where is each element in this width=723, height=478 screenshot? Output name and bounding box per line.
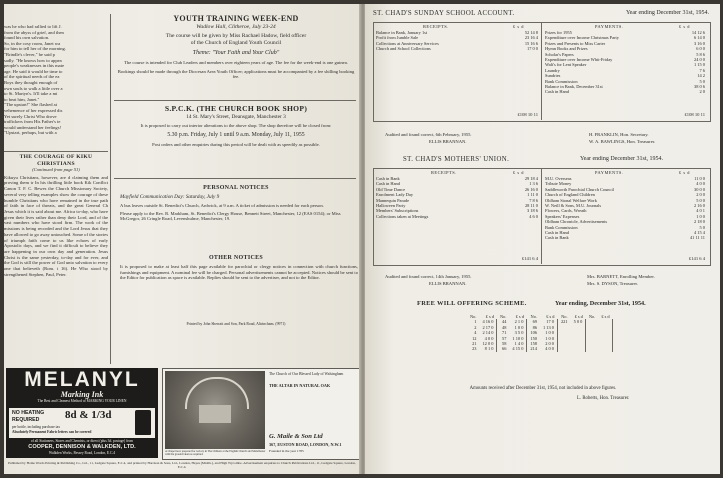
melanyl-ad <box>6 368 158 458</box>
fwo-cell: 3 5 0 <box>509 330 526 335</box>
fwo-cell: 4 16 0 <box>479 319 496 324</box>
church-ad-founded: Founded in the year 1785 <box>269 449 304 453</box>
account-item: Flowers, Cards, Wreath <box>545 208 587 214</box>
account-amount: 6 14 0 <box>694 35 705 41</box>
personal-notices <box>114 184 358 254</box>
mu-receipts-table <box>375 176 539 219</box>
story-line: was he who had rallied to lift J. <box>4 24 62 29</box>
other-title: OTHER NOTICES <box>208 255 264 261</box>
account-amount: 14 12 6 <box>691 30 705 35</box>
fwo-sign: L. Roberts, Hon. Treasurer. <box>577 396 630 401</box>
story-line: for him to tell her of the morning. <box>4 46 67 52</box>
personal-para1: A bus leaves outside St. Benedict's Church, Ardwick, at 9 a.m. A ticket of admission is needed for each person. <box>120 203 324 208</box>
mu-payments-table <box>544 176 706 241</box>
account-item: Hymn Books and Prizes <box>545 46 588 52</box>
ss-payments-currency: £ s d <box>679 24 690 29</box>
account-row <box>375 46 539 51</box>
melanyl-address: Walkden Works, Bessey Road, London, E.C.4 <box>48 451 116 455</box>
account-amount: 1 15 0 <box>694 62 705 68</box>
story-line: "The upstart!" She flashed at <box>4 102 57 108</box>
ss-receipts-head: RECEIPTS. <box>423 24 449 29</box>
ss-receipts-currency: £ s d <box>513 24 524 29</box>
account-amount: 2 18 0 <box>694 219 705 225</box>
story-line: traffickers from His Father's te <box>4 119 61 125</box>
youth-para2: Bookings should be made through the Diocesan Area Youth Officer; applications must be accompanied by a fee shilling booking fee. <box>117 68 355 80</box>
personal-title: PERSONAL NOTICES <box>203 185 269 191</box>
fwo-cell: 8 1 0 <box>479 346 496 351</box>
account-item: Expenditure over Income Christmas Party <box>545 35 619 41</box>
account-amount: 29 18 4 <box>524 176 538 181</box>
fwo-header-cell: No. <box>499 314 507 319</box>
ss-title: ST. CHAD'S SUNDAY SCHOOL ACCOUNT. <box>373 10 515 17</box>
fwo-year: Year ending, December 31st, 1954. <box>555 300 646 307</box>
ss-total-right: £108 10 11 <box>684 112 705 117</box>
story-line: to St. Martyn's. It'll take a mi <box>4 91 58 97</box>
fwo-cell: 1 13 0 <box>540 325 557 330</box>
mu-receipts-currency: £ s d <box>513 170 524 175</box>
fwo-cell <box>571 346 586 351</box>
kikuyu-subtitle: (Continued from page 51) <box>32 167 80 173</box>
account-item: Saddleworth Parochial Church Council <box>545 186 614 192</box>
account-item: Oldham Stonal Welfare Work <box>545 197 597 203</box>
fwo-cell: 1 0 0 <box>540 330 557 335</box>
account-item: Scholar's Papers <box>545 51 574 57</box>
melanyl-brand: MELANYL <box>24 368 140 391</box>
fwo-cell: 66 <box>502 346 507 352</box>
fwo-cell: 4 <box>474 330 477 336</box>
fwo-header-cell: No. <box>588 314 596 319</box>
story-line: So, in the cosy room, Janet wa <box>4 40 61 46</box>
account-amount: 4 0 0 <box>696 181 705 187</box>
account-item: Collections taken at Meetings <box>376 213 429 219</box>
account-amount: 3 16 0 <box>694 40 705 46</box>
account-item: Prizes for 1955 <box>545 30 572 35</box>
account-item: Prizes and Presents to Miss Carter <box>545 40 606 46</box>
fwo-header-cell: £ s d <box>574 314 583 319</box>
account-amount: 5 0 0 <box>696 197 705 203</box>
story-line: sadly. "He knows how to appea <box>4 57 62 63</box>
account-amount: 1 0 0 <box>696 213 705 219</box>
right-page <box>365 4 720 474</box>
account-amount: 2 0 0 <box>696 192 705 198</box>
personal-para2: Please apply to the Rev. R. Markham, St. Benedict's Clergy House, Bennett Street, Manchester, 12 (EAS 0154); or Miss McGregor, 26 Cringle Road, Levenshulme, Manchester, 19. <box>120 210 341 222</box>
fwo-header-cell: £ s d <box>515 314 524 319</box>
fwo-cell: 17 0 <box>540 319 557 324</box>
fwo-cell: 23 <box>472 346 477 352</box>
account-amount: 28 11 0 <box>524 203 538 209</box>
account-row <box>544 235 706 240</box>
fwo-header-cell: £ s d <box>546 314 555 319</box>
youth-para1: The course is intended for Club Leaders and members over eighteen years of age. The fee for the week-end is one guinea. <box>124 60 348 65</box>
fwo-cell: 150 <box>530 335 537 341</box>
youth-theme: Theme: "Your Faith and Your Club" <box>192 50 280 56</box>
spck-address: 14 St. Mary's Street, Deansgate, Manchester 3 <box>186 114 286 120</box>
ss-receipts-table <box>375 30 539 52</box>
fwo-table <box>467 314 613 352</box>
account-amount: 7 6 <box>699 67 705 73</box>
story-line: age. He said it would be time to <box>4 68 63 74</box>
fwo-cell: 1 0 0 <box>540 336 557 341</box>
melanyl-sub: per bottle, including purchase tax <box>12 425 61 429</box>
account-amount: 17 0 0 <box>527 46 538 52</box>
ss-auditor: ELLIS BRANNAN. <box>429 139 467 144</box>
mu-mid-divider <box>541 168 542 264</box>
account-item: W. Neill & Sons, M.U. Journals <box>545 203 602 209</box>
story-line: of the spiritual needs of the ea <box>4 74 60 80</box>
ss-treasurer: W. A. BAWLINGS, Hon. Treasurer. <box>589 139 656 144</box>
fwo-cell: 2 <box>474 324 477 330</box>
story-line: "Upstart, perhaps, but with a <box>4 130 57 136</box>
fwo-cell: 12 <box>472 335 477 341</box>
account-amount: 7 8 6 <box>529 197 538 203</box>
account-amount: 4 0 1 <box>696 208 705 214</box>
fwo-cell: 4 0 0 <box>540 346 557 351</box>
fwo-cell <box>586 346 598 351</box>
fwo-cell: 71 <box>502 330 507 336</box>
account-amount: 1 11 0 <box>527 192 538 198</box>
fwo-cell: 1 0 0 <box>509 325 526 330</box>
youth-place: Wadlow Hall, Clitheroe, July 23-24 <box>196 24 276 30</box>
account-amount: 52 14 8 <box>524 30 538 35</box>
account-item: Tribute Money <box>545 181 572 187</box>
fwo-cell: 12 0 0 <box>479 341 496 346</box>
fwo-cell: 2 1 0 <box>509 319 526 324</box>
fwo-header-cell: No. <box>561 314 568 319</box>
fwo-row <box>467 346 613 351</box>
account-amount: 4 15 4 <box>694 230 705 236</box>
account-item: Church of England Children <box>545 192 595 198</box>
fwo-cell: 21 <box>472 341 477 347</box>
section-divider <box>4 151 108 152</box>
fwo-cell: 1 4 0 <box>509 341 526 346</box>
story-line: people's weaknesses in this mate <box>4 63 65 69</box>
church-ad-firm: G. Maile & Son Ltd <box>269 433 323 440</box>
fwo-cell: 158 <box>530 341 537 347</box>
spck-notice <box>114 104 358 170</box>
account-item: Cash in Hand <box>376 181 400 187</box>
account-amount: 41 11 11 <box>689 235 705 241</box>
melanyl-stock: of all Stationers, Stores and Chemists, or direct (plus 3d. postage) from <box>30 439 134 443</box>
church-ad-heading: THE ALTAR IN NATURAL OAK <box>269 383 331 388</box>
column-divider <box>110 14 111 364</box>
fwo-cell <box>557 346 570 351</box>
left-page <box>4 4 361 474</box>
printer-line: Printed by John Sherratt and Son, Park Road, Altrincham. (9971) <box>186 322 286 326</box>
account-item: Mannequin Parade <box>376 197 410 203</box>
fwo-header-cell: £ s d <box>601 314 610 319</box>
fwo-header-cell: No. <box>470 314 477 319</box>
arch-shape <box>185 377 249 409</box>
fwo-cell: 221 <box>560 319 568 325</box>
account-row <box>544 89 706 94</box>
account-amount: 26 16 0 <box>524 186 538 192</box>
melanyl-panel <box>9 408 155 438</box>
mu-secretary: Mrs. BARNETT, Enrolling Member. <box>587 274 655 279</box>
account-item: Collections at Anniversary Services <box>376 40 439 46</box>
account-item: Old Time Dance <box>376 186 406 192</box>
youth-line1: The course will be given by Miss Rachael Hadow, field officer <box>165 33 307 39</box>
mu-auditor: ELLIS BRANNAN. <box>429 281 467 286</box>
account-item: Sundries <box>545 73 561 79</box>
fwo-cell: 57 <box>502 335 507 341</box>
account-amount: 14 2 <box>697 73 705 79</box>
church-ad-title: The Church of Our Blessed Lady of Walsingham <box>269 372 344 376</box>
story-line: "Brindle's clever," he said p <box>4 51 55 57</box>
account-amount: 15 16 6 <box>524 40 538 46</box>
story-column <box>4 24 108 144</box>
story-line: Yet surely Christ Who drove <box>4 113 57 119</box>
account-item: Enrolment Lady Day <box>376 192 414 198</box>
mu-treasurer: Mrs. S. DYSON, Treasurer. <box>587 281 638 286</box>
account-item: Walt's for Lent Speaker <box>545 62 587 68</box>
fwo-cell: 2 0 0 <box>540 341 557 346</box>
mothers-union-account <box>373 156 713 266</box>
account-item: Halloween Party <box>376 203 406 209</box>
ss-total-left: £108 10 11 <box>517 112 538 117</box>
account-amount: 6 0 0 <box>696 46 705 52</box>
spck-dates: 5.30 p.m. Friday, July 1 until 9 a.m. Monday, July 11, 1955 <box>167 131 305 138</box>
personal-event: Mayfield Communication Day: Saturday, July 9 <box>120 194 220 200</box>
account-amount: 24 0 0 <box>694 57 705 63</box>
mu-total-right: £141 6 4 <box>688 256 705 261</box>
church-ad-caption: A Chapel now prepared for rectory in The Chiltern at the English Church and Manchester with the ground taken as required. <box>165 450 266 457</box>
melanyl-perm: Absolutely Permanent Fabric letters can be covered <box>12 430 92 434</box>
church-photo <box>165 371 265 449</box>
fwo-cell: 86 <box>532 324 537 330</box>
fwo-note: Amounts received after December 31st, 1954, not included in above figures. <box>469 386 617 391</box>
melanyl-tagline: Marking Ink <box>60 390 104 399</box>
account-item: Bank Commission <box>545 78 578 84</box>
fwo-title: FREE WILL OFFERING SCHEME. <box>417 300 527 307</box>
account-amount: 3 18 6 <box>527 208 538 214</box>
story-line: found his own salvation. <box>4 35 50 41</box>
mu-payments-head: PAYMENTS. <box>595 170 624 175</box>
fwo-cell: 48 <box>502 324 507 330</box>
fwo-cell <box>598 346 612 351</box>
account-item: Cash in Bank <box>376 176 400 181</box>
account-item: Oldham Chronicle, Advertisements <box>545 219 608 225</box>
mu-audit: Audited and found correct, 14th January, 1955. <box>385 274 472 279</box>
kikuyu-article <box>4 154 108 364</box>
fwo-cell: 1 <box>474 319 477 325</box>
mu-receipts-head: RECEIPTS. <box>431 170 457 175</box>
ss-audit: Audited and found correct, 6th February, 1955. <box>385 132 472 137</box>
account-item: Cash in Hand <box>545 230 569 236</box>
account-item: Profit from Jumble Sale <box>376 35 419 41</box>
account-amount: 23 16 4 <box>524 35 538 41</box>
fwo-cell: 1 10 0 <box>509 336 526 341</box>
account-amount: 11 0 0 <box>694 176 705 181</box>
account-amount: 2 0 <box>699 89 705 95</box>
fwo-cell: 4 0 0 <box>479 336 496 341</box>
spck-para1: It is proposed to carry out interior alterations to the above shop. The shop therefore will be closed from: <box>140 123 332 128</box>
kikuyu-title: THE COURAGE OF KIKU CHRISTIANS <box>19 154 93 167</box>
account-row <box>375 214 539 219</box>
publisher-footer: Published by Home Words Printing & Publishing Co., Ltd., 11, Ludgate Square, E.C.4, and printed by Harrison & Sons, Ltd., London, Hayes (Middx.), and High Wycombe. Advertisement enquiries to Church Publications Ltd., 11, Ludgate Square, London, E.C.4. <box>8 461 356 469</box>
account-amount: 5 0 <box>699 224 705 230</box>
account-amount: 30 0 0 <box>694 186 705 192</box>
spck-title: S.P.C.K. (THE CHURCH BOOK SHOP) <box>164 104 308 113</box>
church-ad-address: 367, EUSTON ROAD, LONDON, N.W.1 <box>269 442 342 447</box>
mu-year: Year ending December 31st, 1954. <box>579 156 663 162</box>
account-amount: 38 0 6 <box>694 84 705 90</box>
fwo-cell: 4 15 0 <box>509 346 526 351</box>
section-divider <box>114 100 356 101</box>
mu-title: ST. CHAD'S MOTHERS' UNION. <box>403 156 510 163</box>
ss-secretary: H. FRANKLIN, Hon. Secretary. <box>589 132 649 137</box>
account-item: Bank Commission <box>545 224 578 230</box>
account-item: Balance in Bank, January 1st <box>376 30 428 35</box>
kikuyu-body: Kikuyu Christians, however, are d claiming them and proving them tr In his thrilling little book Kik Conflict Canon T. F. C. Bewes the Church Missionary Society, several very telling examples show the courage of these humble Christians who have remained in the true path of faith in face of threats, and the great General Ch Jesus which it is said about me. Africa to-day, who have given their lives rather than deny their Lord, and of the vast numbers who have stood firm. The work of the missions is being recorded and the Lord Jesus that they have allowed to go away untouched. Some of the stories of triumph faith come to us like echoes of early Apostolic days, and we find it difficult to believe they are happening in our own day and generation. Jesus Christ is the same yesterday, to-day and for ever, and the God is still the power of God unto salvation to every one that believeth (Rom. i 16). He Who stood by strengthened Stephen, Paul, Peter. <box>4 174 108 277</box>
fwo-cell: 2 17 0 <box>479 325 496 330</box>
account-item: Balance in Bank, December 31st <box>545 84 603 90</box>
story-line: own souls to walk a little over a <box>4 85 63 91</box>
account-item: M.U. Overseas <box>545 176 572 181</box>
ss-payments-table <box>544 30 706 95</box>
ss-mid-divider <box>541 22 542 120</box>
story-line: from the abyss of grief, and then <box>4 29 64 35</box>
fwo-cell: 58 <box>502 341 507 347</box>
youth-line2: of the Church of England Youth Council <box>190 40 282 46</box>
mu-total-left: £141 6 4 <box>521 256 538 261</box>
melanyl-heat: NO HEATING REQUIRED <box>12 410 45 423</box>
fwo-cell: 5 0 0 <box>571 319 586 324</box>
other-notices <box>114 254 358 316</box>
fwo-header-cell: £ s d <box>485 314 494 319</box>
account-amount: 5 0 <box>699 78 705 84</box>
fwo-cell: 44 <box>502 319 507 325</box>
spck-para2: Post orders and other enquiries during this period will be dealt with as speedily as possible. <box>152 141 320 147</box>
account-item: Cash in Bank <box>545 235 569 241</box>
story-line: to beat him, Janet." <box>4 96 40 102</box>
fwo-cell: 2 14 0 <box>479 330 496 335</box>
account-item: Church and School Collections <box>376 46 431 52</box>
sunday-school-account <box>373 10 713 122</box>
account-item: Expenditure over Income Whit-Friday <box>545 57 613 63</box>
fwo-cell: 69 <box>532 319 537 325</box>
story-line: Boys they thought enough of <box>4 79 58 85</box>
account-amount: 2 16 0 <box>694 203 705 209</box>
fwo-cell: 106 <box>530 330 537 336</box>
fwo-cell: 214 <box>530 346 537 352</box>
account-amount: 1 3 6 <box>529 181 538 187</box>
section-divider <box>114 178 356 179</box>
youth-title: YOUTH TRAINING WEEK-END <box>173 14 299 23</box>
story-line: vehemence of her expressed dis <box>4 107 63 113</box>
account-amount: 4 6 0 <box>529 213 538 219</box>
youth-training-notice <box>114 14 358 96</box>
account-item: Cash in Hand <box>545 89 569 95</box>
church-furnishing-ad <box>162 368 360 460</box>
melanyl-small: The Best and Cleanest Method of MARKING YOUR LINEN <box>37 399 127 403</box>
melanyl-bottle-icon <box>135 410 151 435</box>
melanyl-price: 8d & 1/3d <box>65 409 112 421</box>
ss-payments-head: PAYMENTS. <box>595 24 624 29</box>
ss-year: Year ending December 31st, 1954. <box>625 10 709 16</box>
account-item: Laundry <box>545 67 560 73</box>
story-line: would understand her feelings! <box>4 124 62 130</box>
melanyl-maker: COOPER, DENNISON & WALKDEN, LTD. <box>28 444 136 450</box>
other-para: It is proposed to make at least half this page available for parochial or clergy notices in connection with church functions, furnishings and equipment. A nominal fee will be charged. Personal advertisements cannot be accepted. Notices should be sent to the Editor for publication as space is available. Replies should be sent to the advertiser, and not to the Editor. <box>120 264 358 281</box>
account-item: Speakers' Expenses <box>545 213 580 219</box>
mu-payments-currency: £ s d <box>679 170 690 175</box>
account-item: Members' Subscriptions <box>376 208 419 214</box>
account-amount: 5 8 6 <box>696 51 705 57</box>
magazine-spread <box>4 4 720 474</box>
fwo-header-cell: No. <box>530 314 537 319</box>
